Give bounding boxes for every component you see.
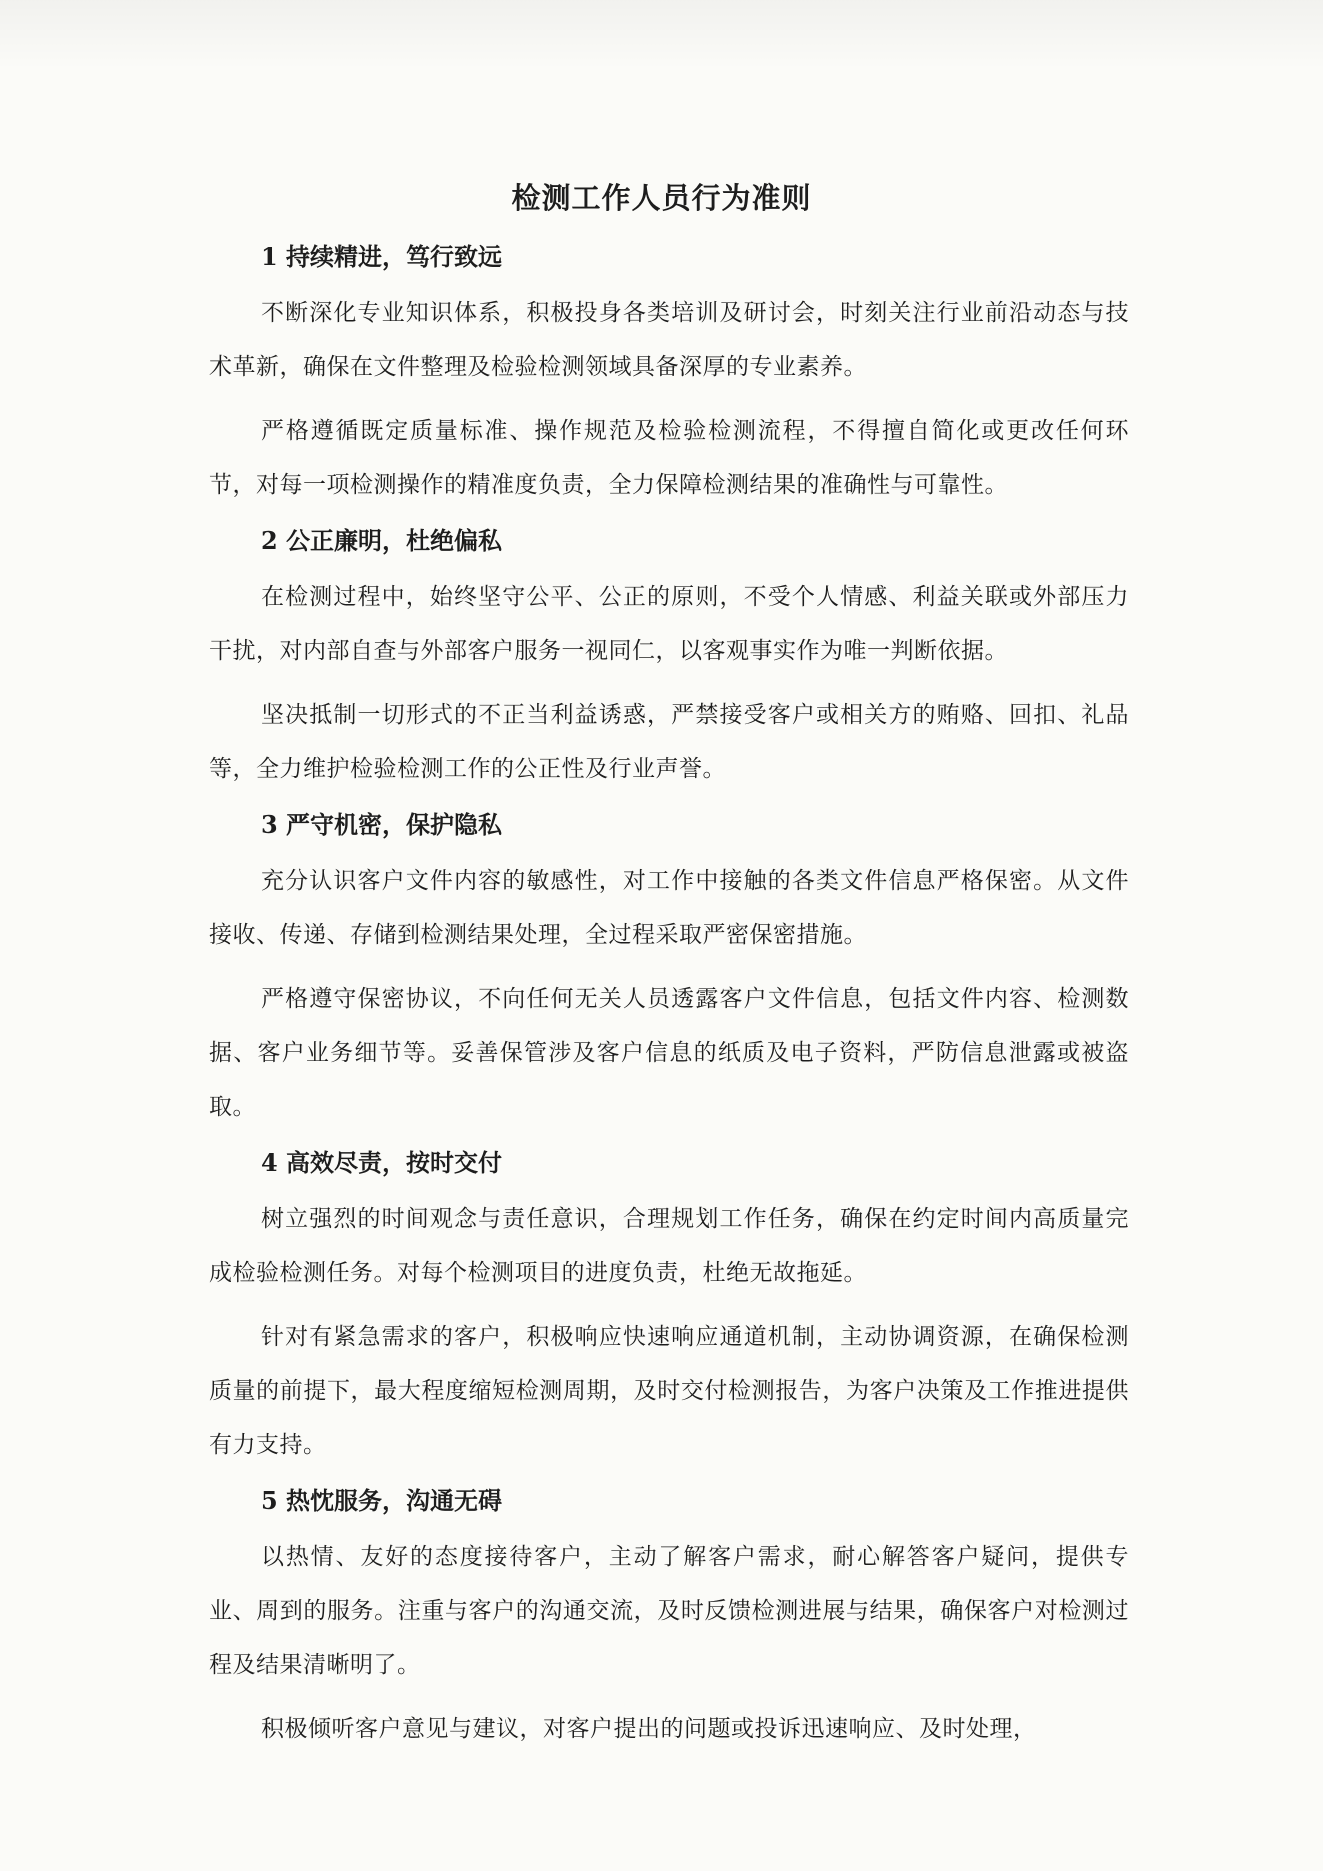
section-heading: 5 热忱服务，沟通无碍 bbox=[261, 1486, 503, 1515]
section-4 bbox=[209, 1144, 1129, 1472]
paragraph: 不断深化专业知识体系，积极投身各类培训及研讨会，时刻关注行业前沿动态与技术革新，确保在文件整理及检验检测领域具备深厚的专业素养。 bbox=[209, 300, 1129, 380]
section-3 bbox=[209, 806, 1129, 1134]
section-heading: 4 高效尽责，按时交付 bbox=[261, 1148, 503, 1177]
paragraph: 严格遵循既定质量标准、操作规范及检验检测流程，不得擅自简化或更改任何环节，对每一项检测操作的精准度负责，全力保障检测结果的准确性与可靠性。 bbox=[209, 418, 1129, 498]
section-2 bbox=[209, 522, 1129, 796]
document-body bbox=[209, 238, 1129, 1766]
scan-shadow bbox=[0, 0, 1323, 70]
section-1 bbox=[209, 238, 1129, 512]
paragraph: 树立强烈的时间观念与责任意识，合理规划工作任务，确保在约定时间内高质量完成检验检测任务。对每个检测项目的进度负责，杜绝无故拖延。 bbox=[209, 1206, 1129, 1286]
section-heading: 3 严守机密，保护隐私 bbox=[261, 810, 503, 839]
paragraph: 坚决抵制一切形式的不正当利益诱惑，严禁接受客户或相关方的贿赂、回扣、礼品等，全力维护检验检测工作的公正性及行业声誉。 bbox=[209, 702, 1129, 782]
paragraph: 针对有紧急需求的客户，积极响应快速响应通道机制，主动协调资源，在确保检测质量的前提下，最大程度缩短检测周期，及时交付检测报告，为客户决策及工作推进提供有力支持。 bbox=[209, 1324, 1129, 1458]
paragraph: 充分认识客户文件内容的敏感性，对工作中接触的各类文件信息严格保密。从文件接收、传递、存储到检测结果处理，全过程采取严密保密措施。 bbox=[209, 868, 1129, 948]
paragraph: 严格遵守保密协议，不向任何无关人员透露客户文件信息，包括文件内容、检测数据、客户业务细节等。妥善保管涉及客户信息的纸质及电子资料，严防信息泄露或被盗取。 bbox=[209, 986, 1129, 1120]
page-title: 检测工作人员行为准则 bbox=[511, 181, 812, 215]
paragraph: 以热情、友好的态度接待客户，主动了解客户需求，耐心解答客户疑问，提供专业、周到的服务。注重与客户的沟通交流，及时反馈检测进展与结果，确保客户对检测过程及结果清晰明了。 bbox=[209, 1544, 1129, 1678]
section-5 bbox=[209, 1482, 1129, 1756]
paragraph: 积极倾听客户意见与建议，对客户提出的问题或投诉迅速响应、及时处理， bbox=[261, 1716, 1037, 1742]
section-heading: 2 公正廉明，杜绝偏私 bbox=[261, 526, 503, 555]
paragraph: 在检测过程中，始终坚守公平、公正的原则，不受个人情感、利益关联或外部压力干扰，对内部自查与外部客户服务一视同仁，以客观事实作为唯一判断依据。 bbox=[209, 584, 1129, 664]
section-heading: 1 持续精进，笃行致远 bbox=[261, 242, 503, 271]
